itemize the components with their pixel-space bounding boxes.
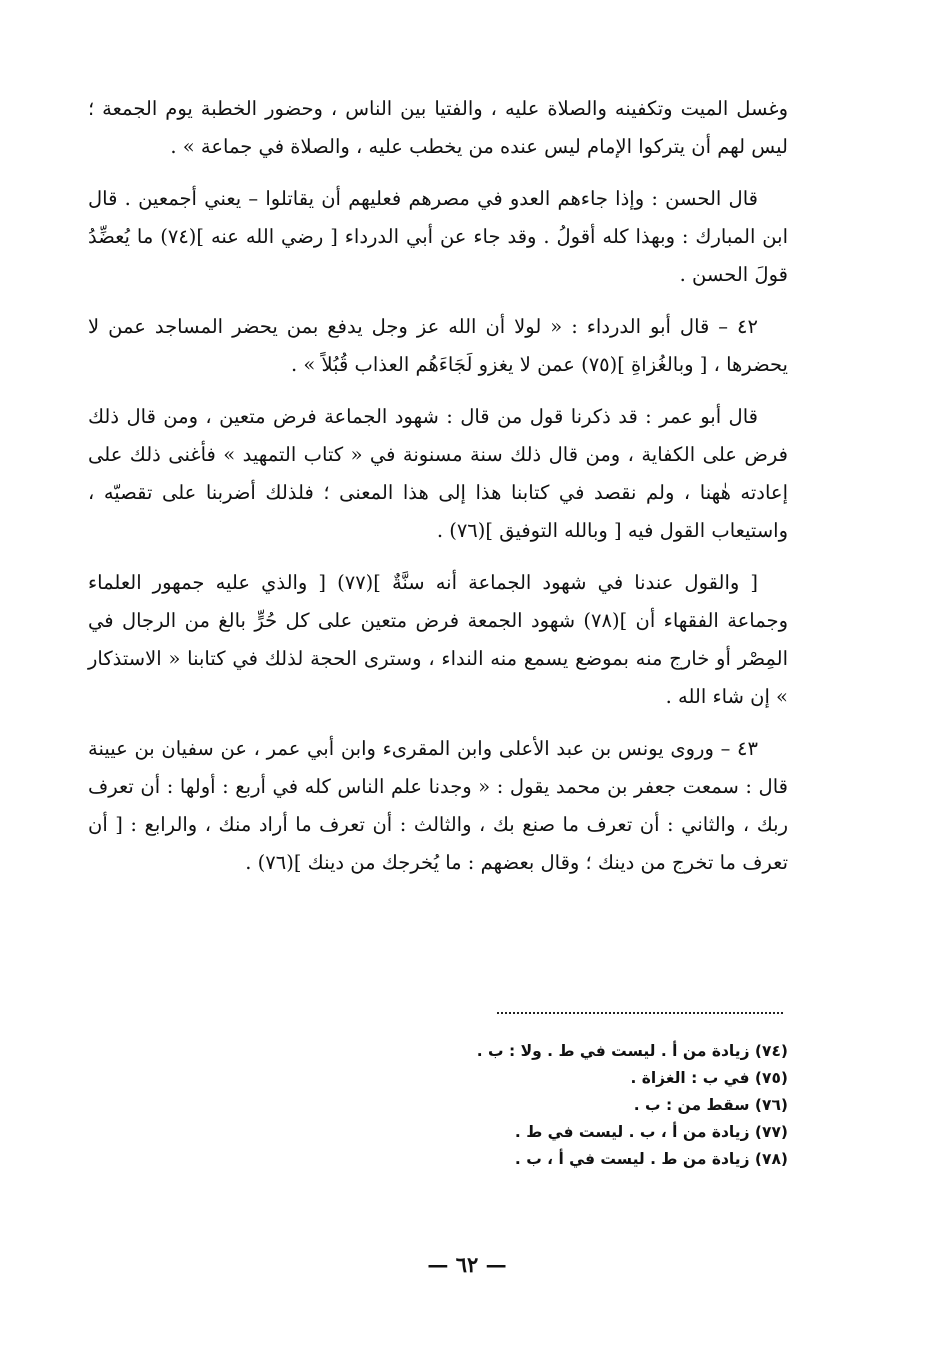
- paragraph: ٤٣ – وروى يونس بن عبد الأعلى وابن المقرىء وابن أبي عمر ، عن سفيان بن عيينة قال : سمعت جعفر بن محمد يقول : « وجدنا علم الناس كله في أربع : أولها : أن تعرف ربك ، والثاني : أن تعرف ما صنع بك ، والثالث : أن تعرف ما أراد منك ، والرابع : [ أن تعرف ما تخرج من دينك ؛ وقال بعضهم : ما يُخرجك من دينك ](٧٦) .: [88, 737, 788, 874]
- footnote: (٧٤) زيادة من أ . ليست في ط . ولا : ب .: [476, 1042, 788, 1060]
- paragraph: وغسل الميت وتكفينه والصلاة عليه ، والفتيا بين الناس ، وحضور الخطبة يوم الجمعة ؛ ليس لهم أن يتركوا الإمام ليس عنده من يخطب عليه ، والصلاة في جماعة » .: [88, 97, 788, 158]
- footnote: (٧٦) سقط من : ب .: [633, 1096, 788, 1114]
- main-text: [88, 90, 788, 896]
- paragraph: قال أبو عمر : قد ذكرنا قول من قال : شهود الجماعة فرض متعين ، ومن قال ذلك فرض على الكفاية ، ومن قال ذلك سنة مسنونة في « كتاب التمهيد » فأغنى ذلك على إعادته هٰهنا ، ولم نقصد في كتابنا هذا إلى هذا المعنى ؛ فلذلك أضربنا على تقصيّه ، واستيعاب القول فيه [ وبالله التوفيق ](٧٦) .: [88, 405, 788, 542]
- footnotes: [300, 1038, 788, 1173]
- footnote: (٧٥) في ب : الغزاة .: [630, 1069, 788, 1087]
- paragraph: قال الحسن : وإذا جاءهم العدو في مصرهم فعليهم أن يقاتلوا – يعني أجمعين . قال ابن المبارك : وبهذا كله أقولُ . وقد جاء عن أبي الدرداء [ رضي الله عنه ](٧٤) ما يُعضِّدُ قولَ الحسن .: [88, 187, 788, 286]
- paragraph: ٤٢ – قال أبو الدرداء : « لولا أن الله عز وجل يدفع بمن يحضر المساجد عمن لا يحضرها ، [ وبالغُزاةِ ](٧٥) عمن لا يغزو لَجَاءَهُم العذاب قُبُلاً » .: [88, 315, 788, 376]
- page-number: — ٦٢ —: [427, 1252, 507, 1277]
- paragraph: [ والقول عندنا في شهود الجماعة أنه سنَّةٌ ](٧٧) [ والذي عليه جمهور العلماء وجماعة الفقهاء أن ](٧٨) شهود الجمعة فرض متعين على كل حُرٍّ بالغ من الرجال في المِصْر أو خارج منه بموضع يسمع منه النداء ، وسترى الحجة لذلك في كتابنا « الاستذكار » إن شاء الله .: [88, 571, 788, 708]
- footnote: (٧٨) زيادة من ط . ليست في أ ، ب .: [514, 1150, 788, 1168]
- footnote: (٧٧) زيادة من أ ، ب . ليست في ط .: [514, 1123, 788, 1141]
- footnote-divider: [497, 1012, 783, 1014]
